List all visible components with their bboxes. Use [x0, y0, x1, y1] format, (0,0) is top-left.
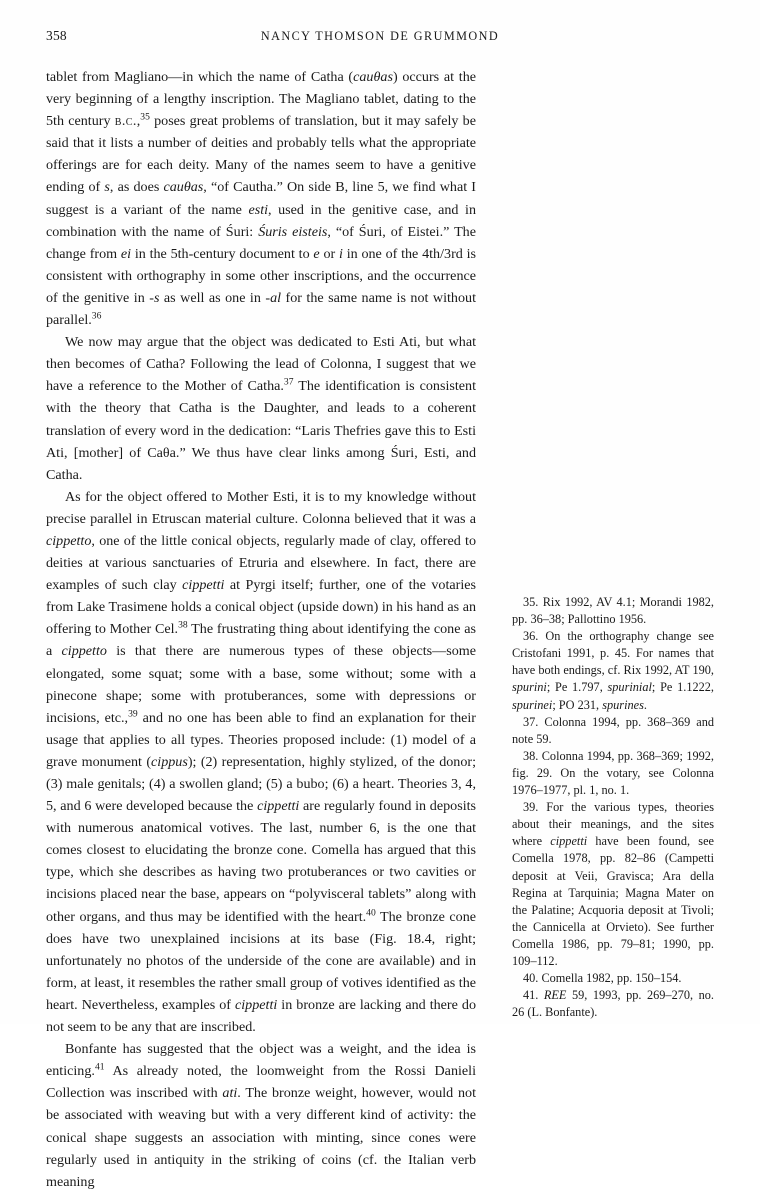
paragraph: tablet from Magliano—in which the name of Catha (cauθas) occurs at the very beginning of a lengthy inscription. The Magliano tablet, dating to the 5th century b.c.,$^{35}$ poses great problems of translation, but it may safely be said that it lists a number of deities and probably tells what the appropriate offerings are for each deity. Many of the names seem to have a genitive ending of s, as does cauθas, “of Cautha.” On side B, line 5, we find what I suggest is a variant of the name esti, used in the genitive case, and in combination with the name of Śuri: Śuris eisteis, “of Śuri, of Eistei.” The change from ei in the 5th-century document to e or i in one of the 4th/3rd is consistent with orthography in some other inscriptions, and the occurrence of the genitive in -s as well as one in -al for the same name is not without parallel.$^{36}$ — [46, 69, 476, 329]
paragraph: Bonfante has suggested that the object was a weight, and the idea is enticing.$^{41}$ As already noted, the loomweight from the Rossi Danieli Collection was inscribed with ati. The bronze weight, however, would not be associated with weaving but with a very different kind of activity: the conical shape suggests an association with minting, since cones were regularly used in antiquity in the striking of coins (cf. the Italian verb meaning — [46, 1041, 476, 1190]
running-title: NANCY THOMSON DE GRUMMOND — [260, 29, 500, 43]
footnote-entry: 41. REE 59, 1993, pp. 269–270, no. 26 (L. Bonfante). — [512, 988, 714, 1020]
folio-number: 358 — [46, 28, 67, 43]
footnote-entry: 37. Colonna 1994, pp. 368–369 and note 59. — [512, 714, 714, 746]
paragraph: As for the object offered to Mother Esti, it is to my knowledge without precise parallel in Etruscan material culture. Colonna believed that it was a cippetto, one of the little conical objects, regularly made of clay, offered to deities at various sanctuaries of Etruria and elsewhere. In fact, there are examples of such clay cippetti at Pyrgi itself; further, one of the votaries from Lake Trasimene holds a conical object (upside down) in his hand as an offering to Mother Cel.$^{38}$ The frustrating thing about identifying the cone as a cippetto is that there are numerous types of these objects—some elongated, some squat; some with a base, some without; some with a pinecone shape; some with protuberances, some with depressions or incisions, etc.,$^{39}$ and no one has been able to find an explanation for their usage that applies to all types. Theories proposed include: (1) model of a grave monument (cippus); (2) representation, highly stylized, of the donor; (3) male genitals; (4) a swollen gland; (5) a bubo; (6) a heart. Theories 3, 4, 5, and 6 were developed because the cippetti are regularly found in deposits with numerous anatomical votives. The last, number 6, is the one that comes closest to elucidating the bronze cone. Comella has argued that this type, which she describes as having two protuberances or two cavities or incisions placed near the base, appears on “polyvisceral tablets” along with other organs, and thus may be identified with the heart.$^{40}$ The bronze cone does have two unexplained incisions at its base (Fig. 18.4, right; unfortunately no photos of the underside of the cone are available) and in form, at least, it resembles the rather small group of votives identified as the heart. Nevertheless, examples of cippetti in bronze are lacking and there do not seem to be any that are inscribed. — [46, 488, 477, 1036]
footnote-entry: 36. On the orthography change see Cristofani 1991, p. 45. For names that have both endings, cf. Rix 1992, AT 190, spurini; Pe 1.797, spurinial; Pe 1.1222, spurinei; PO 231, spurines. — [512, 629, 714, 712]
footnote-entry: 39. For the various types, theories about their meanings, and the sites where cippetti have been found, see Comella 1978, pp. 82–86 (Campetti deposit at Veii, Gravisca; Ara della Regina at Tarquinia; Magna Mater on the Palatine; Acquoria deposit at Tivoli; the Cannicella at Orvieto). See further Comella 1986, pp. 79–81; 1990, pp. 109–112. — [512, 800, 714, 968]
footnote-entry: 40. Comella 1982, pp. 150–154. — [523, 971, 682, 986]
footnotes-column — [512, 594, 714, 1021]
footnote-entry: 38. Colonna 1994, pp. 368–369; 1992, fig. 29. On the votary, see Colonna 1976–1977, pl. 1, no. 1. — [512, 748, 714, 798]
page-header — [46, 28, 714, 48]
paragraph: We now may argue that the object was dedicated to Esti Ati, but what then becomes of Catha? Following the lead of Colonna, I suggest that we have a reference to the Mother of Catha.$^{37}$ The identification is consistent with the theory that Catha is the Daughter, and leads to a coherent translation of every word in the dedication: “Laris Thefries gave this to Esti Ati, [mother] of Caθa.” We thus have clear links among Śuri, Esti, and Catha. — [46, 334, 476, 483]
footnote-entry: 35. Rix 1992, AV 4.1; Morandi 1982, pp. 36–38; Pallottino 1956. — [512, 595, 714, 627]
